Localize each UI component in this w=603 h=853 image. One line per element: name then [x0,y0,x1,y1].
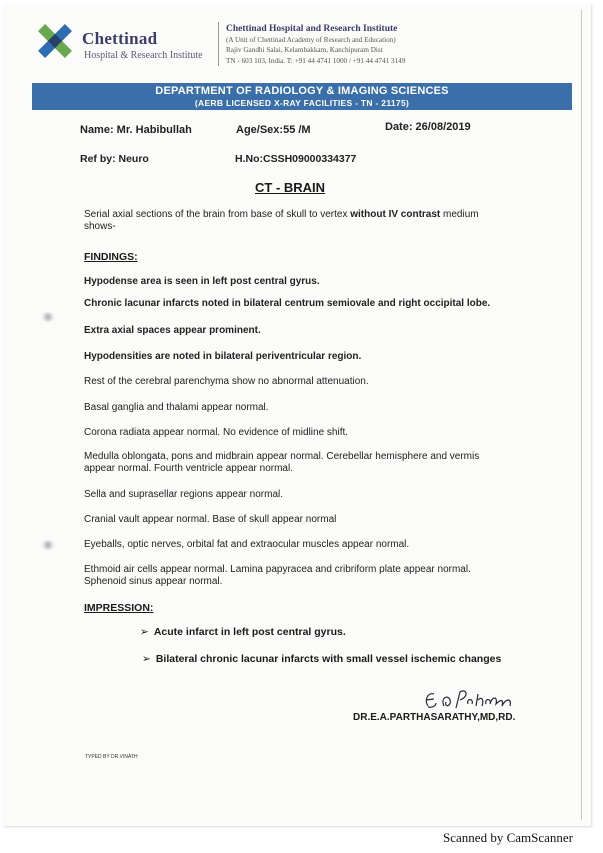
findings-heading: FINDINGS: [84,251,138,263]
scanner-watermark: Scanned by CamScanner [443,830,573,845]
intro-text-end: medium shows- [84,209,479,232]
impression-2-text: Bilateral chronic lacunar infarcts with small vessel ischemic changes [155,653,502,665]
institute-line3: TN - 603 103, India. T: +91 44 4741 1000 / +91 44 4741 3149 [226,56,406,65]
intro-contrast: without IV contrast [350,209,441,220]
impression-1-text: Acute infarct in left post central gyrus. [153,626,346,638]
department-license: (AERB LICENSED X-RAY FACILITIES - TN - 21175) [194,98,410,108]
impression-2 [142,653,501,665]
institute-line2: Rajiv Gandhi Salai, Kelambakkam, Kanchipuram Dist [226,46,383,54]
finding-12: Ethmoid air cells appear normal. Lamina papyracea and cribriform plate appear normal. Sphenoid sinus appear normal. [84,564,471,587]
finding-11: Eyeballs, optic nerves, orbital fat and extraocular muscles appear normal. [84,539,410,550]
arrow-bullet-icon: ➢ [142,653,151,665]
finding-2: Chronic lacunar infarcts noted in bilateral centrum semiovale and right occipital lobe. [84,298,491,309]
doctor-name: DR.E.A.PARTHASARATHY,MD,RD. [353,712,516,723]
hospital-number: H.No:CSSH09000334377 [235,153,357,165]
referred-by: Ref by: Neuro [80,153,149,165]
brand-subtitle: Hospital & Research Institute [84,50,203,61]
institute-address [226,24,405,66]
finding-3: Extra axial spaces appear prominent. [84,325,261,336]
patient-name: Name: Mr. Habibullah [80,124,192,136]
institute-line1: (A Unit of Chettinad Academy of Research and Education) [226,35,396,44]
intro-paragraph [84,209,509,233]
department-title: DEPARTMENT OF RADIOLOGY & IMAGING SCIENCES [155,85,449,97]
finding-9: Sella and suprasellar regions appear normal. [84,489,284,500]
signature-icon [422,686,518,714]
hospital-logo-icon [33,19,77,63]
punch-hole [41,312,55,322]
department-banner [32,83,572,110]
patient-age-sex: Age/Sex:55 /M [236,124,311,136]
institute-title: Chettinad Hospital and Research Institute [226,24,398,34]
finding-1: Hypodense area is seen in left post central gyrus. [84,276,320,287]
brand-name: Chettinad [82,29,158,48]
report-title: CT - BRAIN [255,180,326,195]
finding-6: Basal ganglia and thalami appear normal. [84,402,269,413]
report-date: Date: 26/08/2019 [385,121,471,133]
finding-4: Hypodensities are noted in bilateral periventricular region. [84,351,362,362]
impression-heading: IMPRESSION: [84,602,154,614]
punch-hole [41,540,55,550]
arrow-bullet-icon: ➢ [140,626,149,638]
typed-by: TYPED BY DR.VINATH [85,754,138,760]
header-divider [218,22,219,66]
finding-8: Medulla oblongata, pons and midbrain appear normal. Cerebellar hemisphere and vermis appear normal. Fourth ventricle appear normal. [84,451,480,474]
finding-5: Rest of the cerebral parenchyma show no abnormal attenuation. [84,376,369,387]
finding-10: Cranial vault appear normal. Base of skull appear normal [84,514,337,525]
impression-1 [140,626,346,638]
finding-7: Corona radiata appear normal. No evidence of midline shift. [84,427,349,438]
page-edge [581,10,582,820]
intro-text: Serial axial sections of the brain from base of skull to vertex [84,209,351,220]
